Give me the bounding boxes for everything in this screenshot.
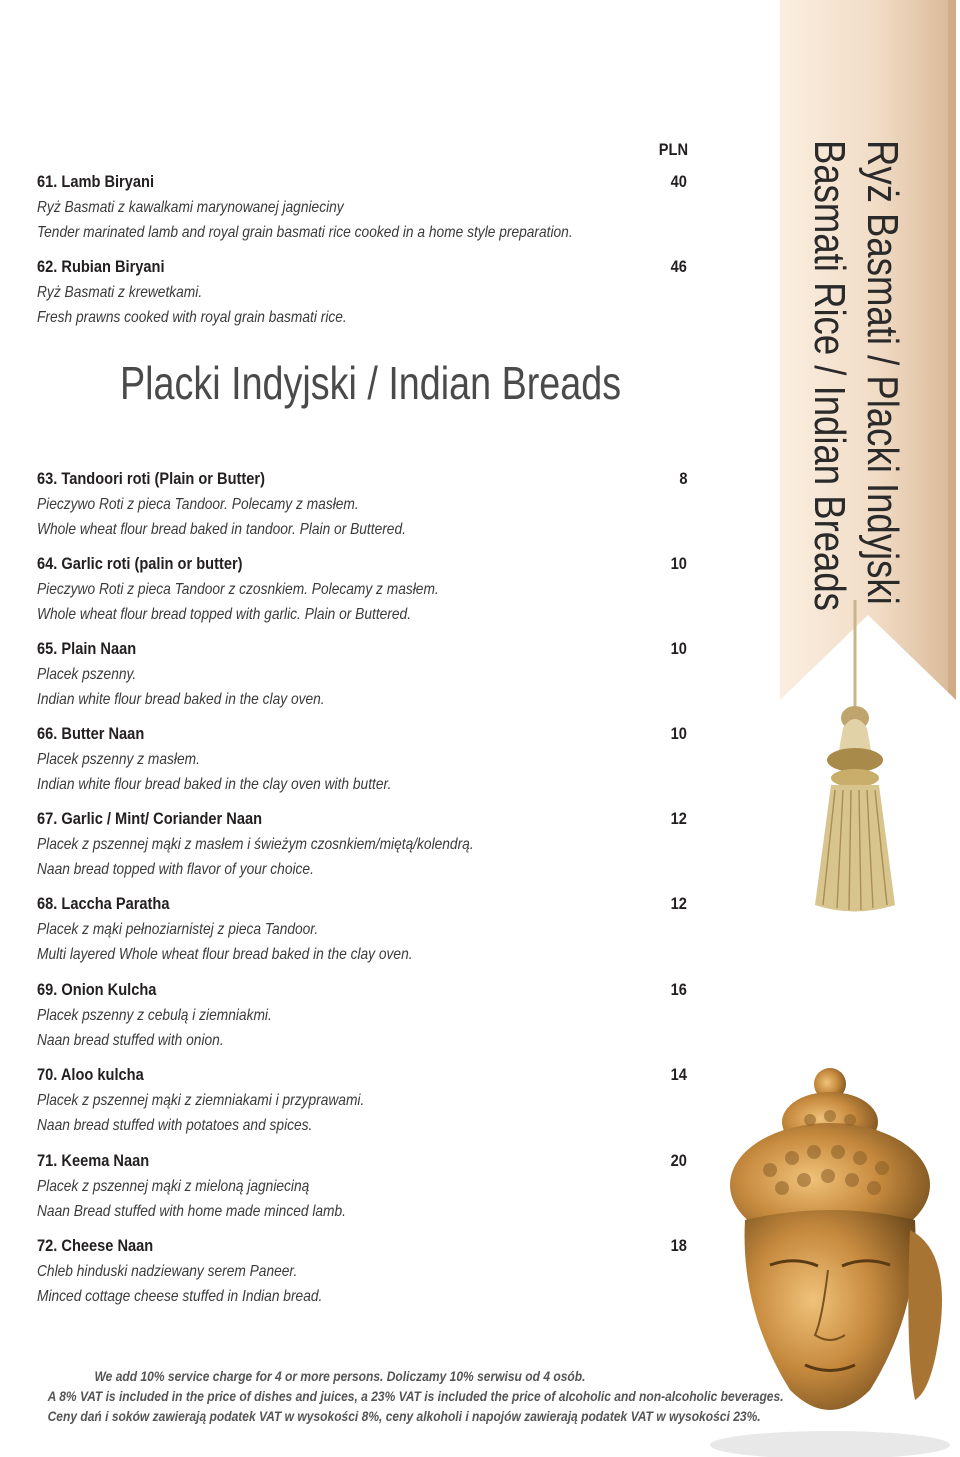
item-name: 69. Onion Kulcha (37, 980, 157, 999)
menu-item (37, 637, 687, 712)
item-description-english: Naan Bread stuffed with home made minced lamb. (37, 1203, 346, 1220)
item-description-polish: Placek pszenny. (37, 666, 137, 683)
footer-notes (0, 1366, 784, 1426)
footer-vat-english: A 8% VAT is included in the price of dishes and juices, a 23% VAT is included the price of alcoholic and non-alcoholic beverages. (47, 1388, 784, 1404)
footer-service-charge: We add 10% service charge for 4 or more persons. Doliczamy 10% serwisu od 4 osób. (94, 1368, 586, 1384)
item-name: 67. Garlic / Mint/ Coriander Naan (37, 809, 263, 828)
item-name: 63. Tandoori roti (Plain or Butter) (37, 469, 265, 488)
item-price: 12 (670, 809, 687, 828)
item-price: 40 (670, 172, 687, 191)
item-price: 10 (670, 639, 687, 658)
item-price: 16 (670, 980, 687, 999)
item-description-english: Fresh prawns cooked with royal grain basmati rice. (37, 309, 347, 326)
menu-item (37, 552, 687, 627)
item-description-english: Naan bread stuffed with onion. (37, 1032, 224, 1049)
item-price: 12 (670, 894, 687, 913)
item-price: 10 (670, 724, 687, 743)
item-description-english: Minced cottage cheese stuffed in Indian bread. (37, 1288, 323, 1305)
banner-line-polish: Ryż Basmati / Placki Indyjski (858, 140, 907, 605)
item-name: 61. Lamb Biryani (37, 172, 155, 191)
item-description-polish: Placek z mąki pełnoziarnistej z pieca Tandoor. (37, 921, 319, 938)
menu-item (37, 255, 687, 330)
menu-item (37, 1234, 687, 1309)
item-description-polish: Pieczywo Roti z pieca Tandoor z czosnkiem. Polecamy z masłem. (37, 581, 439, 598)
item-price: 20 (670, 1151, 687, 1170)
menu-item (37, 1149, 687, 1224)
section-title: Placki Indyjski / Indian Breads (120, 357, 622, 409)
item-name: 71. Keema Naan (37, 1151, 150, 1170)
tassel-decoration (805, 600, 905, 920)
item-description-english: Indian white flour bread baked in the clay oven with butter. (37, 776, 392, 793)
item-name: 68. Laccha Paratha (37, 894, 170, 913)
item-description-polish: Placek pszenny z masłem. (37, 751, 200, 768)
currency-label: PLN (658, 140, 688, 159)
item-description-english: Tender marinated lamb and royal grain basmati rice cooked in a home style preparation. (37, 224, 573, 241)
item-price: 14 (670, 1065, 687, 1084)
menu-item (37, 722, 687, 797)
item-name: 72. Cheese Naan (37, 1236, 154, 1255)
item-description-english: Whole wheat flour bread baked in tandoor. Plain or Buttered. (37, 521, 406, 538)
footer-vat-polish: Ceny dań i soków zawierają podatek VAT w wysokości 8%, ceny alkoholi i napojów zawierają podatek VAT w wysokości 23%. (47, 1408, 761, 1424)
item-description-english: Naan bread topped with flavor of your choice. (37, 861, 314, 878)
menu-item (37, 892, 687, 967)
item-description-english: Whole wheat flour bread topped with garlic. Plain or Buttered. (37, 606, 412, 623)
menu-item (37, 467, 687, 542)
item-description-polish: Placek z pszennej mąki z mieloną jagnieciną (37, 1178, 310, 1195)
item-name: 62. Rubian Biryani (37, 257, 165, 276)
item-name: 70. Aloo kulcha (37, 1065, 144, 1084)
item-description-polish: Ryż Basmati z krewetkami. (37, 284, 203, 301)
item-description-polish: Placek pszenny z cebulą i ziemniakmi. (37, 1007, 272, 1024)
item-price: 46 (670, 257, 687, 276)
menu-item (37, 1063, 687, 1138)
item-description-polish: Pieczywo Roti z pieca Tandoor. Polecamy z masłem. (37, 496, 359, 513)
item-price: 10 (670, 554, 687, 573)
item-description-polish: Placek z pszennej mąki z ziemniakami i przyprawami. (37, 1092, 365, 1109)
item-name: 64. Garlic roti (palin or butter) (37, 554, 243, 573)
item-name: 66. Butter Naan (37, 724, 145, 743)
item-description-english: Multi layered Whole wheat flour bread baked in the clay oven. (37, 946, 413, 963)
item-price: 18 (670, 1236, 687, 1255)
item-description-polish: Placek z pszennej mąki z masłem i świeżym czosnkiem/miętą/kolendrą. (37, 836, 474, 853)
item-description-polish: Ryż Basmati z kawalkami marynowanej jagnieciny (37, 199, 344, 216)
item-description-polish: Chleb hinduski nadziewany serem Paneer. (37, 1263, 298, 1280)
item-description-english: Naan bread stuffed with potatoes and spices. (37, 1117, 313, 1134)
item-price: 8 (678, 469, 687, 488)
item-name: 65. Plain Naan (37, 639, 137, 658)
menu-item (37, 807, 687, 882)
menu-item (37, 170, 687, 245)
banner-line-english: Basmati Rice / Indian Breads (805, 140, 854, 611)
item-description-english: Indian white flour bread baked in the clay oven. (37, 691, 325, 708)
menu-item (37, 978, 687, 1053)
